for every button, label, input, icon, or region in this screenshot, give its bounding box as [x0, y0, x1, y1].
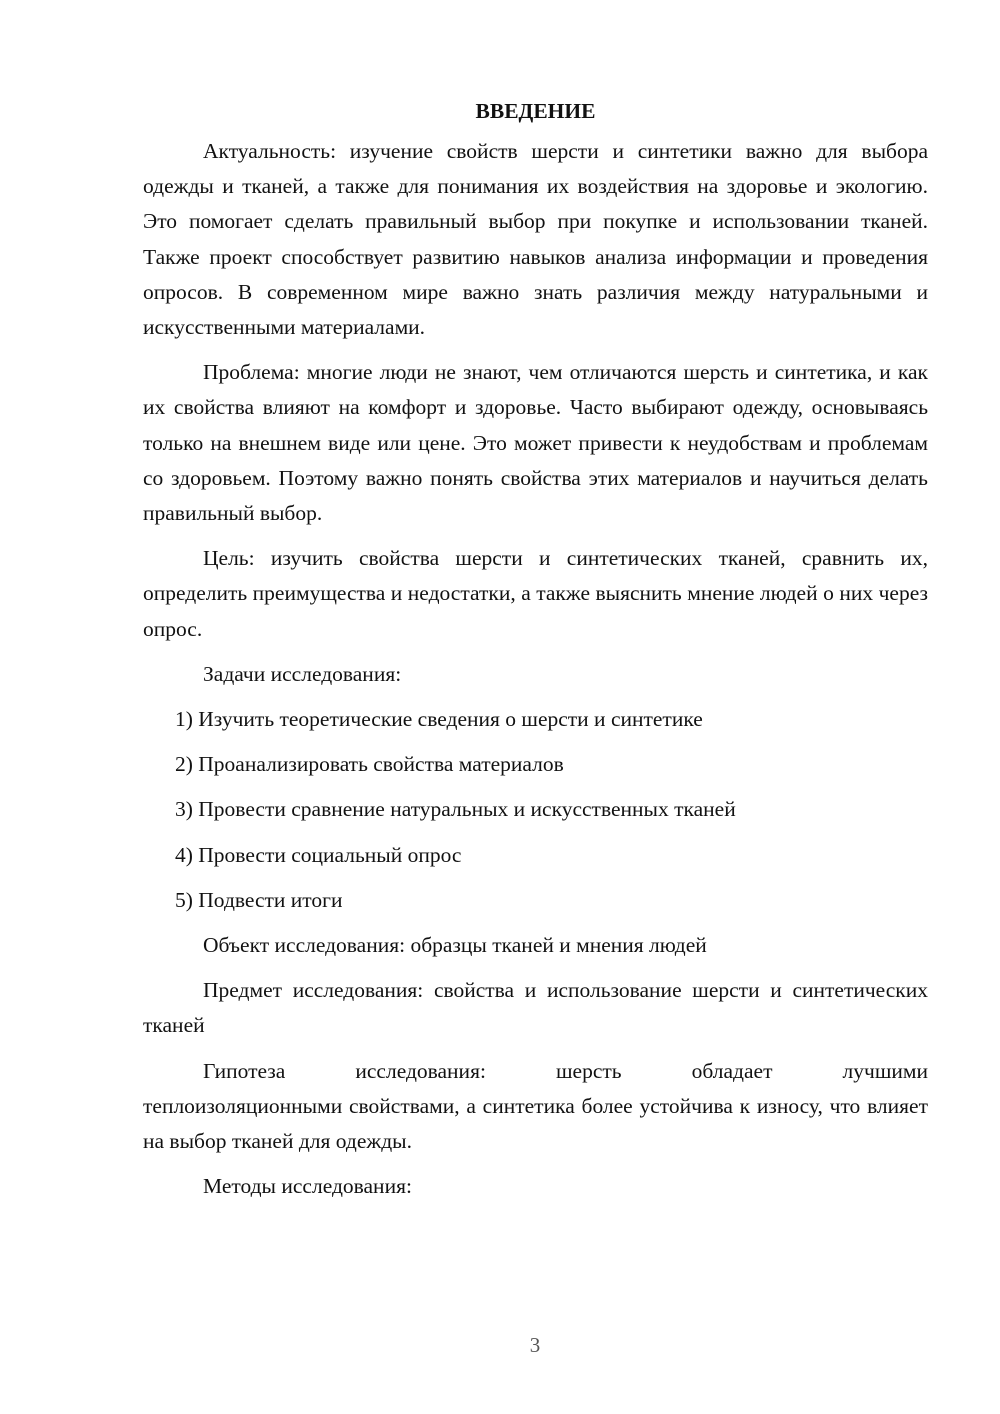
section-title: ВВЕДЕНИЕ [475, 99, 596, 123]
list-item: 3) Провести сравнение натуральных и искусственных тканей [175, 797, 736, 822]
hypothesis-word: обладает [691, 1058, 773, 1083]
hypothesis-word: исследования: [355, 1058, 486, 1083]
paragraph-hypothesis [143, 1054, 928, 1160]
list-item: 5) Подвести итоги [175, 887, 343, 912]
methods-heading: Методы исследования: [203, 1174, 412, 1199]
paragraph-goal: Цель: изучить свойства шерсти и синтетических тканей, сравнить их, определить преимущества и недостатки, а также выяснить мнение людей о них через опрос. [143, 546, 928, 641]
paragraph-problem: Проблема: многие люди не знают, чем отличаются шерсть и синтетика, и как их свойства влияют на комфорт и здоровье. Часто выбирают одежду, основываясь только на внешнем виде или цене. Это может привести к неудобствам и проблемам со здоровьем. Поэтому важно понять свойства этих материалов и научиться делать правильный выбор. [143, 360, 928, 526]
document-page [143, 96, 928, 1214]
paragraph-relevance: Актуальность: изучение свойств шерсти и синтетики важно для выбора одежды и тканей, а также для понимания их воздействия на здоровье и экологию. Это помогает сделать правильный выбор при покупке и использовании тканей. Также проект способствует развитию навыков анализа информации и проведения опросов. В современном мире важно знать различия между натуральными и искусственными материалами. [143, 139, 928, 340]
list-item: 1) Изучить теоретические сведения о шерсти и синтетике [175, 707, 703, 732]
page-number: 3 [529, 1333, 541, 1357]
paragraph-subject: Предмет исследования: свойства и использование шерсти и синтетических тканей [143, 978, 928, 1038]
hypothesis-word: Гипотеза [203, 1058, 286, 1083]
hypothesis-word: лучшими [842, 1058, 928, 1083]
tasks-list [143, 702, 928, 918]
tasks-heading: Задачи исследования: [203, 661, 402, 686]
list-item: 2) Проанализировать свойства материалов [175, 752, 564, 777]
paragraph-object: Объект исследования: образцы тканей и мнения людей [203, 933, 707, 958]
hypothesis-word: шерсть [555, 1058, 622, 1083]
hypothesis-rest: теплоизоляционными свойствами, а синтетика более устойчива к износу, что влияет на выбор тканей для одежды. [143, 1093, 928, 1154]
hypothesis-first-line [143, 1054, 928, 1089]
list-item: 4) Провести социальный опрос [175, 842, 462, 867]
